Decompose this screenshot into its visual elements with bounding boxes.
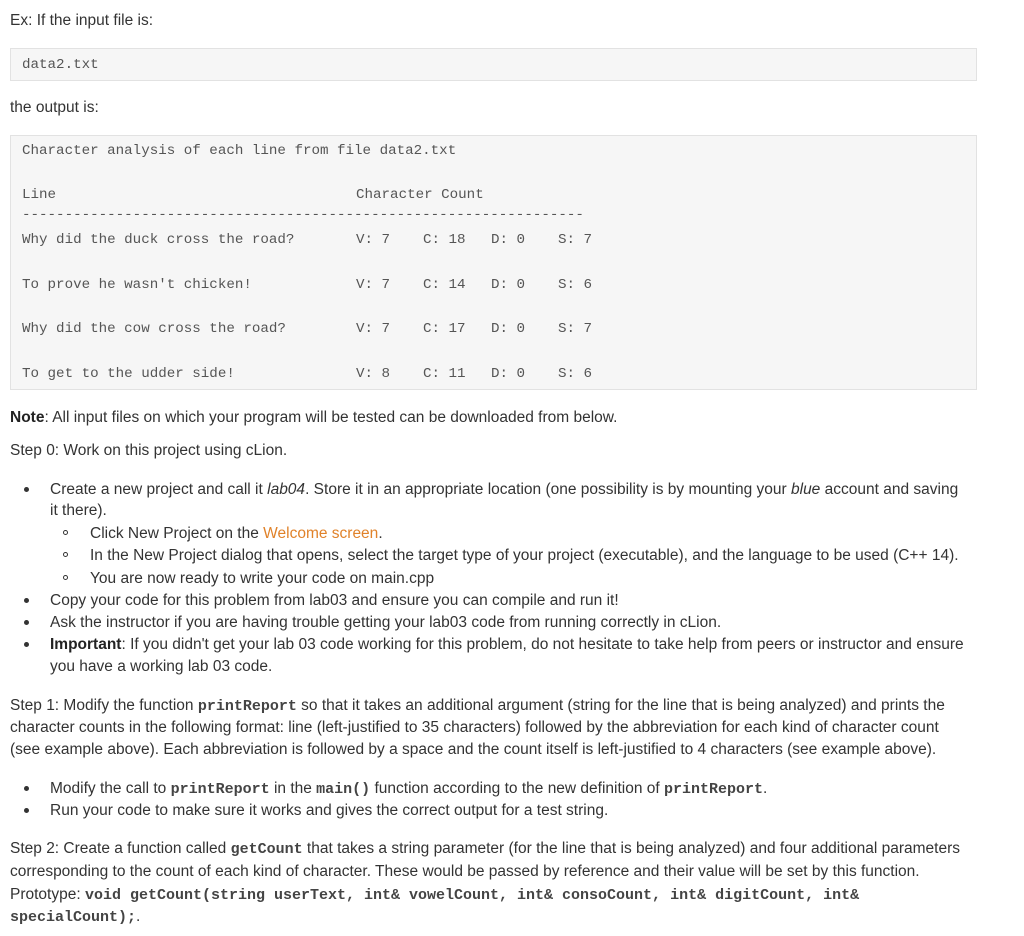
note-paragraph: [10, 407, 617, 428]
row-text: Why did the cow cross the road?: [22, 321, 286, 337]
sub-list-item: You are now ready to write your code on main.cpp: [76, 568, 434, 589]
list-item: Copy your code for this problem from lab03 and ensure you can compile and run it!: [36, 590, 619, 611]
important-label: Important: [50, 636, 122, 653]
step2-line: Prototype: void getCount(string userText, int& vowelCount, int& consoCount, int& digitCount, int&: [10, 886, 860, 904]
step2-line: specialCount);.: [10, 908, 141, 926]
row-conso: C: 18: [423, 232, 466, 248]
row-special: S: 6: [558, 366, 593, 382]
input-file-name: data2.txt: [22, 57, 99, 73]
row-vowel: V: 8: [356, 366, 391, 382]
sub-list-item: In the New Project dialog that opens, select the target type of your project (executable), and the language to be used (C++ 14).: [76, 545, 959, 566]
code-printReport: printReport: [197, 698, 297, 715]
step2-line: corresponding to the count of each kind of character. These would be passed by reference and their value will be set by this function.: [10, 863, 920, 880]
output-label: the output is:: [10, 99, 99, 116]
list-item: Modify the call to printReport in the main() function according to the new definition of printReport.: [36, 778, 767, 800]
output-heading: Character analysis of each line from file data2.txt: [22, 143, 457, 159]
list-item: Run your code to make sure it works and gives the correct output for a test string.: [36, 800, 608, 821]
column-header-line: Line: [22, 187, 57, 203]
list-item-continuation: it there).: [50, 502, 107, 519]
step1-line: character counts in the following format: line (left-justified to 35 characters) followed by the abbreviation for each kind of character count: [10, 719, 939, 736]
output-divider: ------------------------------------------------------------------: [22, 207, 584, 223]
row-vowel: V: 7: [356, 232, 391, 248]
row-text: Why did the duck cross the road?: [22, 232, 295, 248]
step0-title: Step 0: Work on this project using cLion.: [10, 442, 288, 459]
list-item-continuation: you have a working lab 03 code.: [50, 658, 273, 675]
output-box: [10, 135, 977, 390]
row-special: S: 7: [558, 321, 593, 337]
row-text: To prove he wasn't chicken!: [22, 277, 252, 293]
code-prototype-cont: specialCount);: [10, 909, 137, 926]
step1-line: Step 1: Modify the function printReport so that it takes an additional argument (string for the line that is being analyzed) and prints the: [10, 697, 945, 715]
row-text: To get to the udder side!: [22, 366, 235, 382]
list-item: Ask the instructor if you are having trouble getting your lab03 code from running correctly in cLion.: [36, 612, 721, 633]
column-header-count: Character Count: [356, 187, 484, 203]
row-digit: D: 0: [491, 366, 526, 382]
row-special: S: 6: [558, 277, 593, 293]
note-label: Note: [10, 409, 45, 426]
row-digit: D: 0: [491, 277, 526, 293]
example-intro: Ex: If the input file is:: [10, 12, 154, 29]
list-item: Important: If you didn't get your lab 03 code working for this problem, do not hesitate to take help from peers or instructor and ensure: [36, 634, 964, 655]
row-vowel: V: 7: [356, 277, 391, 293]
row-special: S: 7: [558, 232, 593, 248]
code-getCount: getCount: [230, 841, 303, 858]
row-digit: D: 0: [491, 321, 526, 337]
code-prototype: void getCount(string userText, int& vowelCount, int& consoCount, int& digitCount, int&: [84, 887, 860, 904]
step1-line: (see example above). Each abbreviation is followed by a space and the count itself is left-justified to 4 characters (see example above).: [10, 741, 937, 758]
row-conso: C: 17: [423, 321, 466, 337]
step2-line: Step 2: Create a function called getCount that takes a string parameter (for the line that is being analyzed) and four additional parameters: [10, 840, 961, 858]
row-vowel: V: 7: [356, 321, 391, 337]
list-item: Create a new project and call it lab04. Store it in an appropriate location (one possibility is by mounting your blue account and saving: [36, 479, 958, 500]
input-file-box: [10, 48, 977, 81]
row-conso: C: 14: [423, 277, 466, 293]
row-conso: C: 11: [423, 366, 466, 382]
welcome-screen-link[interactable]: Welcome screen: [263, 525, 379, 542]
row-digit: D: 0: [491, 232, 526, 248]
sub-list-item: Click New Project on the Welcome screen.: [76, 523, 383, 544]
note-text: : All input files on which your program will be tested can be downloaded from below.: [44, 409, 618, 426]
